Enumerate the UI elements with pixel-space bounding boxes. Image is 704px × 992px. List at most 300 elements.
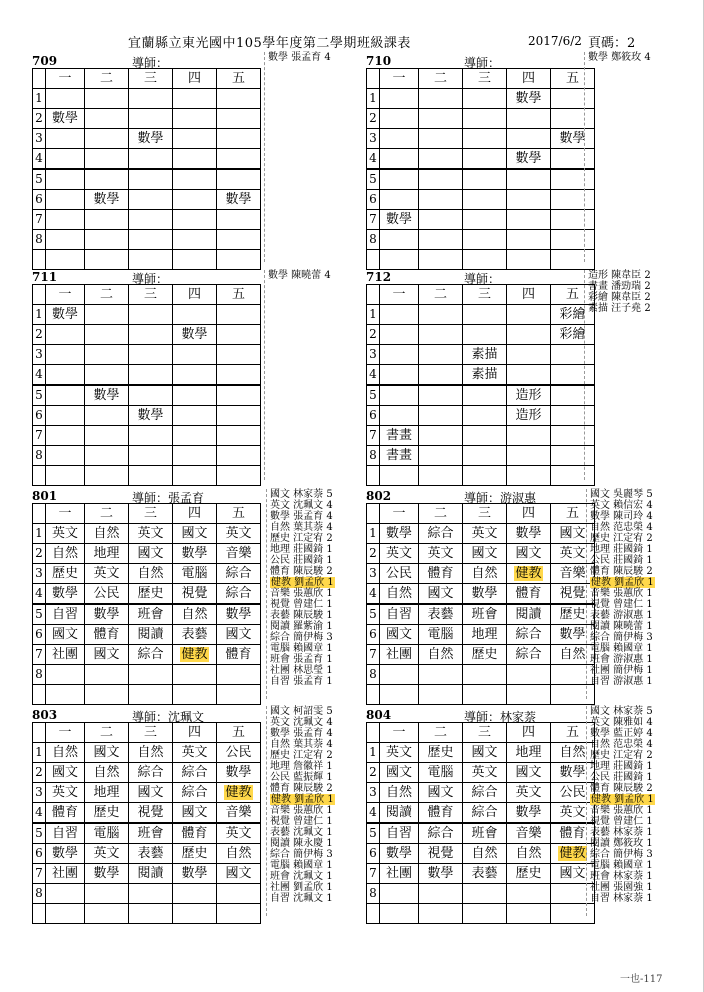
subject-cell bbox=[173, 584, 217, 605]
teacher-note-text: 表藝 陳辰駿 1 bbox=[270, 610, 333, 621]
day-header: 四 bbox=[507, 285, 551, 305]
period-number: 4 bbox=[33, 803, 46, 824]
subject-text: 音樂 bbox=[225, 805, 252, 820]
day-header-row bbox=[367, 504, 595, 524]
subject-text: 社團 bbox=[51, 866, 78, 881]
subject-cell bbox=[419, 129, 463, 149]
subject-cell bbox=[173, 524, 217, 544]
teacher-note-text: 自習 林家萘 1 bbox=[590, 893, 653, 904]
blank-cell bbox=[129, 904, 173, 924]
subject-text: 電腦 bbox=[427, 765, 454, 780]
blank-cell bbox=[85, 904, 129, 924]
subject-cell bbox=[46, 604, 85, 625]
teacher-note-text: 班會 游淑惠 1 bbox=[590, 654, 653, 665]
subject-cell bbox=[507, 544, 551, 564]
subject-text: 自然 bbox=[181, 607, 208, 622]
teacher-note-text: 閱讀 鄭筱玫 1 bbox=[590, 838, 653, 849]
subject-cell bbox=[129, 864, 173, 884]
teacher-note-text: 歷史 江定宥 2 bbox=[270, 533, 333, 544]
subject-cell bbox=[551, 803, 595, 824]
class-block-802 bbox=[366, 489, 598, 699]
period-number: 8 bbox=[367, 884, 380, 904]
subject-cell bbox=[507, 564, 551, 584]
subject-cell bbox=[173, 844, 217, 864]
subject-text: 國文 bbox=[51, 765, 78, 780]
period-number: 6 bbox=[33, 190, 46, 210]
subject-cell bbox=[85, 584, 129, 605]
teacher-note-text: 健教 劉孟欣 1 bbox=[271, 577, 334, 588]
day-header: 二 bbox=[419, 504, 463, 524]
teacher-note-text: 綜合 簡伊梅 3 bbox=[590, 849, 653, 860]
teacher-note-text: 公民 莊國錡 1 bbox=[270, 555, 333, 566]
teacher-note-text: 地理 莊國錡 1 bbox=[590, 761, 653, 772]
teacher-note bbox=[588, 292, 651, 303]
class-number: 802 bbox=[366, 489, 392, 503]
subject-text: 自然 bbox=[51, 546, 78, 561]
subject-cell bbox=[46, 385, 85, 406]
subject-cell bbox=[217, 584, 261, 605]
period-row bbox=[33, 210, 261, 230]
teacher-note-text: 數學 張孟育 4 bbox=[270, 511, 333, 522]
subject-text: 數學 bbox=[559, 765, 586, 780]
subject-cell bbox=[129, 169, 173, 190]
subject-cell bbox=[463, 89, 507, 109]
subject-cell bbox=[380, 783, 419, 803]
period-number: 4 bbox=[33, 149, 46, 170]
period-row bbox=[33, 406, 261, 426]
blank-cell bbox=[463, 904, 507, 924]
subject-text: 數學 bbox=[225, 765, 252, 780]
subject-cell bbox=[173, 544, 217, 564]
subject-cell bbox=[217, 190, 261, 210]
subject-cell bbox=[380, 564, 419, 584]
subject-cell bbox=[380, 190, 419, 210]
teacher-note-text: 社團 林思瑩 1 bbox=[270, 665, 333, 676]
teacher-note-text: 歷史 江定宥 2 bbox=[590, 533, 653, 544]
period-number: 8 bbox=[33, 230, 46, 250]
teacher-notes bbox=[270, 489, 335, 687]
subject-cell bbox=[551, 365, 595, 386]
subject-cell bbox=[85, 446, 129, 466]
subject-text: 國文 bbox=[181, 805, 208, 820]
teacher-note bbox=[590, 739, 655, 750]
blank-cell bbox=[129, 466, 173, 486]
subject-cell bbox=[217, 305, 261, 325]
subject-text: 國文 bbox=[225, 627, 252, 642]
timetable bbox=[366, 503, 595, 705]
blank-cell bbox=[173, 250, 217, 270]
subject-cell bbox=[217, 604, 261, 625]
teacher-note bbox=[590, 728, 655, 739]
subject-cell bbox=[551, 210, 595, 230]
subject-cell bbox=[46, 446, 85, 466]
period-number: 4 bbox=[367, 365, 380, 386]
teacher-note-text: 體育 陳辰駿 2 bbox=[590, 566, 653, 577]
subject-cell bbox=[85, 230, 129, 250]
subject-cell bbox=[380, 325, 419, 345]
subject-text: 數學 bbox=[93, 388, 120, 403]
tutor-label: 導師： bbox=[464, 272, 501, 286]
subject-cell bbox=[85, 844, 129, 864]
teacher-note bbox=[590, 871, 655, 882]
teacher-note bbox=[268, 270, 331, 281]
subject-cell bbox=[129, 763, 173, 783]
teacher-note bbox=[590, 588, 655, 599]
subject-text: 社團 bbox=[51, 647, 78, 662]
period-row bbox=[367, 844, 595, 864]
subject-cell bbox=[173, 325, 217, 345]
subject-cell bbox=[463, 406, 507, 426]
subject-text: 國文 bbox=[385, 627, 412, 642]
tutor-label: 導師：游淑惠 bbox=[464, 491, 537, 505]
teacher-note bbox=[270, 849, 335, 860]
subject-cell bbox=[419, 230, 463, 250]
teacher-note-text: 英文 陳雅如 4 bbox=[590, 717, 653, 728]
teacher-note-text: 電腦 賴國章 1 bbox=[590, 643, 653, 654]
subject-cell bbox=[46, 625, 85, 645]
teacher-notes bbox=[268, 270, 331, 281]
period-number: 5 bbox=[367, 169, 380, 190]
subject-cell bbox=[173, 365, 217, 386]
period-number: 5 bbox=[33, 385, 46, 406]
subject-cell bbox=[129, 325, 173, 345]
teacher-note bbox=[270, 566, 335, 577]
teacher-note bbox=[590, 717, 655, 728]
day-header: 二 bbox=[419, 723, 463, 743]
blank-row bbox=[33, 466, 261, 486]
subject-cell bbox=[551, 385, 595, 406]
subject-cell bbox=[380, 89, 419, 109]
subject-cell bbox=[463, 305, 507, 325]
teacher-notes bbox=[268, 52, 331, 63]
subject-cell bbox=[380, 665, 419, 685]
subject-cell bbox=[551, 345, 595, 365]
teacher-note-text: 表藝 林家萘 1 bbox=[590, 827, 653, 838]
subject-cell bbox=[419, 823, 463, 844]
day-header: 一 bbox=[380, 504, 419, 524]
subject-text: 數學 bbox=[559, 131, 586, 146]
teacher-note bbox=[270, 761, 335, 772]
subject-cell bbox=[173, 169, 217, 190]
period-row bbox=[367, 385, 595, 406]
subject-cell bbox=[85, 884, 129, 904]
subject-cell bbox=[463, 544, 507, 564]
subject-cell bbox=[85, 645, 129, 665]
class-block-712 bbox=[366, 270, 598, 480]
subject-cell bbox=[507, 210, 551, 230]
day-header: 一 bbox=[380, 285, 419, 305]
subject-cell bbox=[173, 783, 217, 803]
teacher-note-text: 國文 林家萘 5 bbox=[270, 489, 333, 500]
subject-cell bbox=[46, 426, 85, 446]
teacher-note bbox=[270, 533, 335, 544]
teacher-note bbox=[588, 303, 651, 314]
subject-text: 國文 bbox=[471, 546, 498, 561]
subject-text: 綜合 bbox=[427, 526, 454, 541]
timetable bbox=[366, 284, 595, 486]
subject-cell bbox=[419, 385, 463, 406]
subject-cell bbox=[217, 109, 261, 129]
class-number: 801 bbox=[32, 489, 58, 503]
day-header: 二 bbox=[85, 723, 129, 743]
subject-text: 自然 bbox=[427, 647, 454, 662]
blank-row bbox=[367, 904, 595, 924]
subject-cell bbox=[551, 743, 595, 763]
blank-cell bbox=[173, 685, 217, 705]
period-row bbox=[367, 325, 595, 345]
subject-cell bbox=[551, 645, 595, 665]
subject-text: 閱讀 bbox=[137, 627, 164, 642]
subject-cell bbox=[380, 524, 419, 544]
teacher-note-text: 閱讀 羅紫渝 1 bbox=[270, 621, 333, 632]
subject-cell bbox=[507, 625, 551, 645]
blank-row bbox=[33, 685, 261, 705]
subject-cell bbox=[85, 604, 129, 625]
teacher-note-text: 視覺 曾建仁 1 bbox=[590, 816, 653, 827]
teacher-note bbox=[590, 676, 655, 687]
period-number: 3 bbox=[367, 345, 380, 365]
corner-cell bbox=[33, 285, 46, 305]
subject-text: 自然 bbox=[385, 586, 412, 601]
blank-cell bbox=[129, 685, 173, 705]
subject-cell bbox=[419, 426, 463, 446]
subject-cell bbox=[46, 365, 85, 386]
subject-cell bbox=[507, 446, 551, 466]
subject-text: 音樂 bbox=[515, 826, 542, 841]
teacher-note-text: 英文 沈珮文 4 bbox=[270, 500, 333, 511]
period-number: 6 bbox=[367, 190, 380, 210]
subject-cell bbox=[217, 844, 261, 864]
teacher-note bbox=[270, 827, 335, 838]
subject-text: 歷史 bbox=[427, 745, 454, 760]
subject-cell bbox=[217, 385, 261, 406]
subject-cell bbox=[463, 129, 507, 149]
subject-cell bbox=[419, 406, 463, 426]
subject-cell bbox=[507, 385, 551, 406]
subject-cell bbox=[380, 230, 419, 250]
subject-text: 自然 bbox=[471, 846, 498, 861]
subject-cell bbox=[551, 109, 595, 129]
period-number: 4 bbox=[367, 803, 380, 824]
subject-text: 造形 bbox=[515, 408, 542, 423]
subject-cell bbox=[129, 129, 173, 149]
subject-text: 音樂 bbox=[559, 566, 586, 581]
day-header: 三 bbox=[463, 723, 507, 743]
day-header: 四 bbox=[507, 69, 551, 89]
subject-cell bbox=[46, 305, 85, 325]
subject-cell bbox=[173, 604, 217, 625]
period-number: 3 bbox=[33, 564, 46, 584]
subject-text: 自然 bbox=[93, 765, 120, 780]
teacher-note-text: 國文 柯詔雯 5 bbox=[270, 706, 333, 717]
subject-cell bbox=[85, 210, 129, 230]
teacher-note bbox=[590, 566, 655, 577]
subject-cell bbox=[380, 604, 419, 625]
period-row bbox=[33, 89, 261, 109]
blank-cell bbox=[33, 466, 46, 486]
teacher-note bbox=[590, 772, 655, 783]
day-header: 五 bbox=[217, 504, 261, 524]
subject-text: 數學 bbox=[93, 192, 120, 207]
subject-text: 英文 bbox=[559, 805, 586, 820]
period-row bbox=[367, 665, 595, 685]
subject-text: 閱讀 bbox=[137, 866, 164, 881]
subject-cell bbox=[85, 190, 129, 210]
period-number: 3 bbox=[33, 783, 46, 803]
subject-cell bbox=[129, 190, 173, 210]
subject-cell bbox=[173, 645, 217, 665]
period-row bbox=[367, 803, 595, 824]
day-header: 四 bbox=[507, 723, 551, 743]
subject-text: 彩繪 bbox=[559, 307, 586, 322]
subject-text: 國文 bbox=[427, 785, 454, 800]
teacher-note-text: 歷史 江定宥 2 bbox=[270, 750, 333, 761]
teacher-note bbox=[270, 882, 335, 893]
subject-cell bbox=[217, 345, 261, 365]
teacher-note-text: 造形 陳韋臣 2 bbox=[588, 270, 651, 281]
corner-cell bbox=[367, 504, 380, 524]
subject-cell bbox=[419, 645, 463, 665]
subject-cell bbox=[173, 406, 217, 426]
subject-cell bbox=[85, 783, 129, 803]
period-row bbox=[367, 524, 595, 544]
subject-cell bbox=[129, 803, 173, 824]
subject-text: 綜合 bbox=[515, 647, 542, 662]
subject-cell bbox=[173, 743, 217, 763]
blank-cell bbox=[46, 466, 85, 486]
day-header: 二 bbox=[419, 285, 463, 305]
subject-text: 英文 bbox=[385, 745, 412, 760]
subject-cell bbox=[129, 109, 173, 129]
subject-cell bbox=[173, 305, 217, 325]
subject-cell bbox=[419, 743, 463, 763]
period-row bbox=[33, 625, 261, 645]
subject-cell bbox=[129, 305, 173, 325]
subject-cell bbox=[85, 169, 129, 190]
subject-cell bbox=[129, 365, 173, 386]
print-date: 2017/6/2 bbox=[528, 34, 582, 48]
subject-cell bbox=[129, 844, 173, 864]
subject-cell bbox=[380, 884, 419, 904]
subject-cell bbox=[85, 524, 129, 544]
subject-text: 數學 bbox=[559, 627, 586, 642]
subject-cell bbox=[551, 864, 595, 884]
period-number: 4 bbox=[367, 149, 380, 170]
period-row bbox=[367, 823, 595, 844]
subject-cell bbox=[463, 385, 507, 406]
subject-cell bbox=[507, 149, 551, 170]
subject-text: 數學 bbox=[385, 526, 412, 541]
subject-cell bbox=[380, 625, 419, 645]
corner-cell bbox=[33, 504, 46, 524]
subject-cell bbox=[507, 665, 551, 685]
subject-cell bbox=[380, 803, 419, 824]
blank-cell bbox=[129, 250, 173, 270]
period-number: 8 bbox=[367, 665, 380, 685]
subject-cell bbox=[173, 89, 217, 109]
timetable bbox=[32, 503, 261, 705]
period-row bbox=[367, 190, 595, 210]
blank-row bbox=[33, 904, 261, 924]
subject-cell bbox=[551, 884, 595, 904]
subject-cell bbox=[507, 584, 551, 605]
subject-text: 自然 bbox=[559, 647, 586, 662]
period-number: 5 bbox=[33, 169, 46, 190]
subject-text: 自習 bbox=[51, 826, 78, 841]
teacher-note-text: 歷史 江定宥 2 bbox=[590, 750, 653, 761]
day-header-row bbox=[367, 69, 595, 89]
teacher-note bbox=[590, 555, 655, 566]
subject-text: 國文 bbox=[471, 745, 498, 760]
blank-cell bbox=[419, 685, 463, 705]
teacher-note bbox=[590, 632, 655, 643]
subject-cell bbox=[380, 169, 419, 190]
subject-text: 歷史 bbox=[471, 647, 498, 662]
period-row bbox=[367, 544, 595, 564]
teacher-note bbox=[270, 783, 335, 794]
subject-text: 英文 bbox=[225, 526, 252, 541]
subject-cell bbox=[46, 210, 85, 230]
period-number: 1 bbox=[33, 524, 46, 544]
subject-text: 歷史 bbox=[51, 566, 78, 581]
teacher-notes bbox=[270, 706, 335, 904]
subject-cell bbox=[463, 169, 507, 190]
period-number: 5 bbox=[367, 604, 380, 625]
period-row bbox=[367, 210, 595, 230]
subject-cell bbox=[85, 325, 129, 345]
subject-cell bbox=[380, 406, 419, 426]
subject-cell bbox=[507, 325, 551, 345]
subject-text: 數學 bbox=[51, 846, 78, 861]
period-number: 3 bbox=[367, 129, 380, 149]
teacher-note-text: 國文 林家萘 5 bbox=[590, 706, 653, 717]
blank-cell bbox=[173, 904, 217, 924]
subject-cell bbox=[129, 625, 173, 645]
subject-text: 數學 bbox=[181, 327, 208, 342]
subject-cell bbox=[129, 665, 173, 685]
subject-cell bbox=[551, 230, 595, 250]
teacher-note-text: 班會 張孟育 1 bbox=[270, 654, 333, 665]
teacher-notes bbox=[590, 489, 655, 687]
teacher-note bbox=[590, 500, 655, 511]
day-header-row bbox=[33, 69, 261, 89]
subject-cell bbox=[217, 210, 261, 230]
teacher-note bbox=[270, 588, 335, 599]
day-header: 三 bbox=[129, 285, 173, 305]
subject-cell bbox=[173, 426, 217, 446]
subject-cell bbox=[217, 803, 261, 824]
period-row bbox=[33, 109, 261, 129]
blank-cell bbox=[85, 685, 129, 705]
period-number: 2 bbox=[33, 763, 46, 783]
teacher-note bbox=[590, 533, 655, 544]
subject-cell bbox=[419, 210, 463, 230]
class-block-709 bbox=[32, 54, 264, 264]
subject-cell bbox=[380, 305, 419, 325]
teacher-note bbox=[590, 489, 655, 500]
teacher-note-text: 社團 簡伊梅 1 bbox=[590, 665, 653, 676]
subject-cell bbox=[217, 169, 261, 190]
teacher-note-text: 地理 莊國錡 1 bbox=[270, 544, 333, 555]
subject-cell bbox=[129, 584, 173, 605]
teacher-note-text: 音樂 張蕙欣 1 bbox=[270, 805, 333, 816]
period-number: 1 bbox=[33, 743, 46, 763]
subject-cell bbox=[85, 564, 129, 584]
subject-cell bbox=[173, 109, 217, 129]
period-row bbox=[33, 884, 261, 904]
blank-cell bbox=[380, 250, 419, 270]
subject-text: 健教 bbox=[559, 846, 586, 861]
